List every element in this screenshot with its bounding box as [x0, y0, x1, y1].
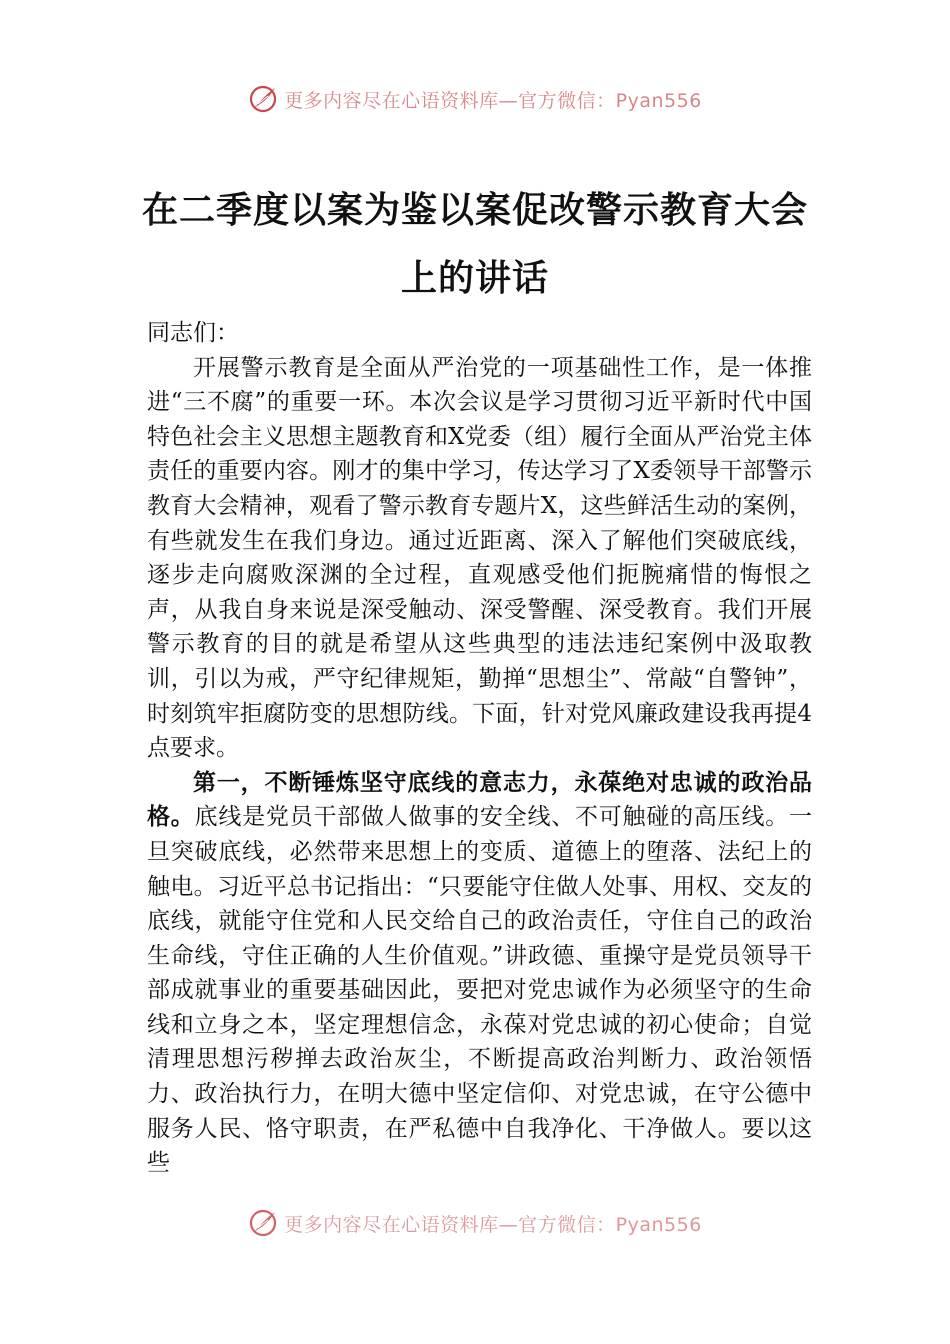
- watermark-text: 更多内容尽在心语资料库—官方微信：Pyan556: [284, 1213, 702, 1236]
- first-point-body: 底线是党员干部做人做事的安全线、不可触碰的高压线。一旦突破底线，必然带来思想上的变质、道德上的堕落、法纪上的触电。习近平总书记指出：“只要能守住做人处事、用权、交友的底线，就能守住党和人民交给自己的政治责任，守住自己的政治生命线，守住正确的人生价值观。”讲政德、重操守是党员领导干部成就事业的重要基础因此，要把对党忠诚作为必须坚守的生命线和立身之本，坚定理想信念，永葆对党忠诚的初心使命；自觉清理思想污秽掸去政治灰尘，不断提高政治判断力、政治领悟力、政治执行力，在明大德中坚定信仰、对党忠诚，在守公德中服务人民、恪守职责，在严私德中自我净化、干净做人。要以这些: [147, 804, 813, 1177]
- watermark-bottom: [0, 1208, 950, 1238]
- quill-logo-icon: [248, 1208, 278, 1238]
- paragraph-intro: 开展警示教育是全面从严治党的一项基础性工作，是一体推进“三不腐”的重要一环。本次会议是学习贯彻习近平新时代中国特色社会主义思想主题教育和X党委（组）履行全面从严治党主体责任的重要内容。刚才的集中学习，传达学习了X委领导干部警示教育大会精神，观看了警示教育专题片X，这些鲜活生动的案例，有些就发生在我们身边。通过近距离、深入了解他们突破底线，逐步走向腐败深渊的全过程，直观感受他们扼腕痛惜的悔恨之声，从我自身来说是深受触动、深受警醒、深受教育。我们开展警示教育的目的就是希望从这些典型的违法违纪案例中汲取教训，引以为戒，严守纪律规矩，勤掸“思想尘”、常敲“自警钟”，时刻筑牢拒腐防变的思想防线。下面，针对党风廉政建设我再提4点要求。: [147, 354, 812, 762]
- salutation: 同志们：: [147, 320, 239, 346]
- first-point-heading: 第一，不断锤炼坚守底线的意志力，永葆绝对忠诚的政治品格。: [147, 768, 812, 831]
- document-title-line-2: 上的讲话: [400, 257, 549, 299]
- document-body: [147, 316, 812, 1181]
- watermark-text: 更多内容尽在心语资料库—官方微信：Pyan556: [284, 89, 702, 112]
- paragraph-first-point: [147, 766, 812, 1181]
- document-title-line-1: 在二季度以案为鉴以案促改警示教育大会: [141, 189, 808, 231]
